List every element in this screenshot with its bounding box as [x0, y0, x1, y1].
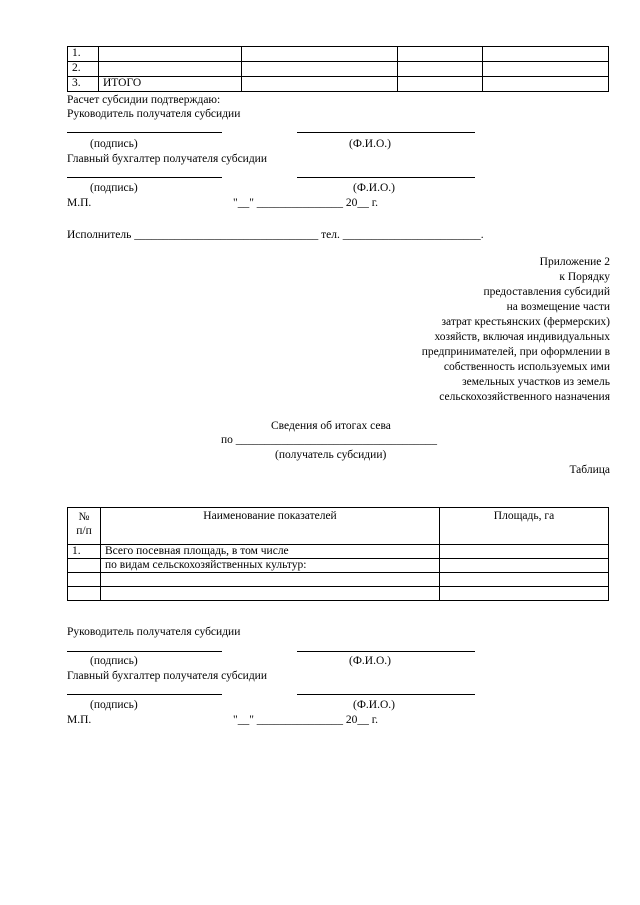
table-header-row: [68, 508, 609, 545]
header-area: Площадь, га: [440, 508, 609, 545]
stamp-label: М.П.: [67, 197, 92, 209]
accountant-label: Главный бухгалтер получателя субсидии: [67, 670, 267, 682]
recipient-line: по ___________________________________: [221, 434, 438, 446]
date-field: "__" _______________ 20__ г.: [233, 197, 379, 209]
table-label: Таблица: [569, 464, 610, 476]
row-cell: [398, 77, 483, 92]
appendix-line: Приложение 2: [539, 256, 610, 268]
signature-line: [67, 694, 222, 695]
signature-line: [67, 651, 222, 652]
row-name: [99, 62, 242, 77]
fio-label: (Ф.И.О.): [353, 699, 395, 711]
row-cell: [242, 47, 398, 62]
row-cell: [483, 47, 609, 62]
appendix-line: предпринимателей, при оформлении в: [421, 346, 610, 358]
row-cell: [398, 62, 483, 77]
fio-line: [297, 177, 475, 178]
row-number: [68, 573, 101, 587]
recipient-note: (получатель субсидии): [275, 449, 387, 461]
row-area: [440, 573, 609, 587]
row-cell: [398, 47, 483, 62]
row-name: по видам сельскохозяйственных культур:: [101, 559, 440, 573]
row-cell: [483, 77, 609, 92]
row-area: [440, 559, 609, 573]
confirm-text: Расчет субсидии подтверждаю:: [67, 94, 221, 106]
row-name: [101, 573, 440, 587]
sign-label: (подпись): [90, 655, 138, 667]
sign-label: (подпись): [90, 699, 138, 711]
signature-line: [67, 132, 222, 133]
fio-label: (Ф.И.О.): [349, 655, 391, 667]
table-row: [68, 573, 609, 587]
row-name: ИТОГО: [99, 77, 242, 92]
table-row: [68, 559, 609, 573]
header-name: Наименование показателей: [101, 508, 440, 545]
executor-line: Исполнитель ________________________________ тел. ________________________.: [67, 229, 484, 241]
table-row: [68, 77, 609, 92]
head-label: Руководитель получателя субсидии: [67, 108, 241, 120]
report-title: Сведения об итогах сева: [271, 420, 391, 432]
appendix-line: на возмещение части: [506, 301, 610, 313]
sign-label: (подпись): [90, 182, 138, 194]
row-cell: [242, 77, 398, 92]
fio-label: (Ф.И.О.): [349, 138, 391, 150]
fio-label: (Ф.И.О.): [353, 182, 395, 194]
row-name: Всего посевная площадь, в том числе: [101, 545, 440, 559]
sign-label: (подпись): [90, 138, 138, 150]
table-row: [68, 587, 609, 601]
appendix-line: собственность используемых ими: [443, 361, 610, 373]
row-number: [68, 559, 101, 573]
table-row: [68, 62, 609, 77]
row-number: 3.: [68, 77, 99, 92]
fio-line: [297, 694, 475, 695]
row-number: 1.: [68, 47, 99, 62]
row-name: [99, 47, 242, 62]
appendix-line: сельскохозяйственного назначения: [439, 391, 610, 403]
table-row: [68, 545, 609, 559]
signature-line: [67, 177, 222, 178]
row-number: 1.: [68, 545, 101, 559]
date-field: "__" _______________ 20__ г.: [233, 714, 379, 726]
table-row: [68, 47, 609, 62]
row-area: [440, 545, 609, 559]
row-name: [101, 587, 440, 601]
main-table: [67, 507, 609, 601]
appendix-line: предоставления субсидий: [483, 286, 610, 298]
row-number: 2.: [68, 62, 99, 77]
fio-line: [297, 132, 475, 133]
appendix-line: хозяйств, включая индивидуальных: [434, 331, 610, 343]
row-cell: [483, 62, 609, 77]
fio-line: [297, 651, 475, 652]
appendix-line: затрат крестьянских (фермерских): [441, 316, 610, 328]
appendix-line: земельных участков из земель: [462, 376, 610, 388]
row-cell: [242, 62, 398, 77]
top-table: [67, 46, 609, 92]
row-area: [440, 587, 609, 601]
stamp-label: М.П.: [67, 714, 92, 726]
appendix-line: к Порядку: [559, 271, 610, 283]
header-num: № п/п: [68, 508, 101, 545]
accountant-label: Главный бухгалтер получателя субсидии: [67, 153, 267, 165]
head-label: Руководитель получателя субсидии: [67, 626, 241, 638]
row-number: [68, 587, 101, 601]
